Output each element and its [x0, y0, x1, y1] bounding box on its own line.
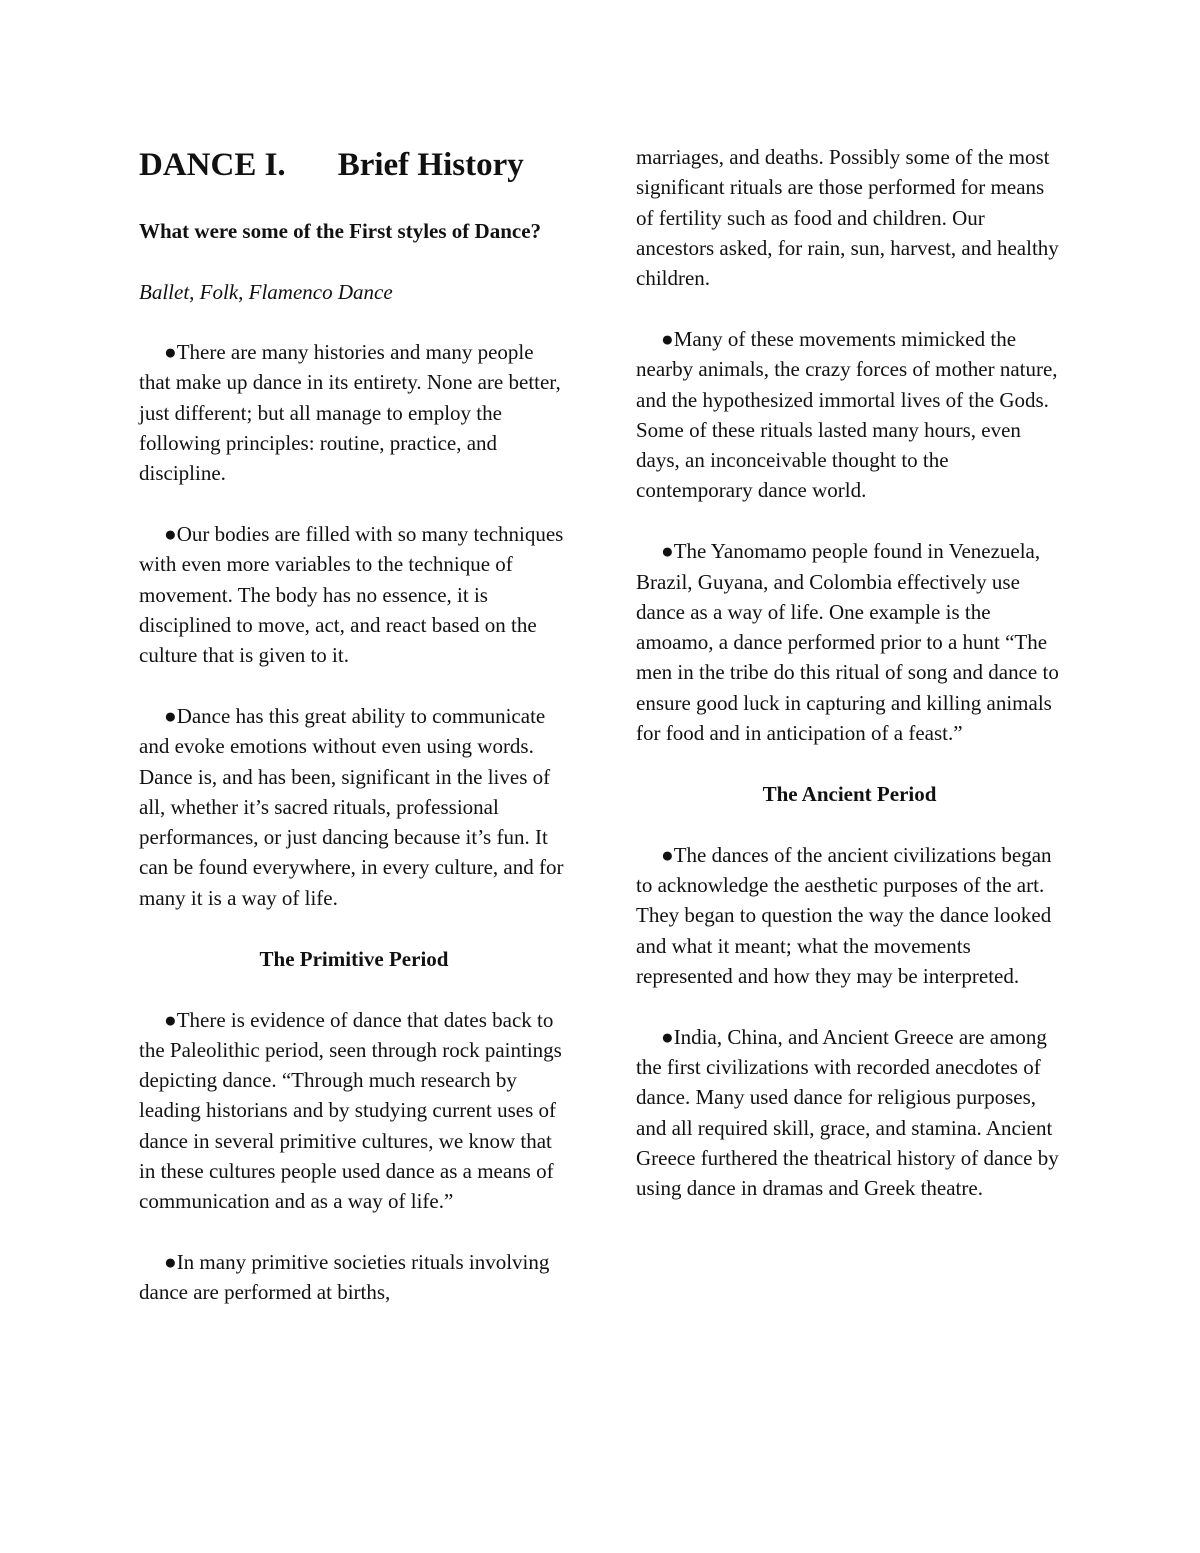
body-paragraph — [636, 536, 1066, 748]
bullet-icon: ● — [164, 1007, 177, 1032]
body-paragraph — [139, 701, 569, 913]
bullet-icon: ● — [164, 1250, 177, 1275]
body-paragraph — [636, 1022, 1066, 1204]
body-paragraph — [139, 337, 569, 488]
body-paragraph — [139, 1005, 569, 1217]
body-paragraph — [636, 324, 1066, 506]
body-paragraph — [139, 519, 569, 670]
bullet-icon: ● — [661, 326, 674, 351]
bullet-icon: ● — [164, 340, 177, 364]
intro-question: What were some of the First styles of Dance? — [139, 219, 542, 243]
paragraph-text: The dances of the ancient civilizations began to acknowledge the aesthetic purposes of the art. They began to question the way the dance looked and what it meant; what the movements represented and how they may be interpreted. — [636, 842, 1052, 989]
paragraph-text: Many of these movements mimicked the nearby animals, the crazy forces of mother nature, and the hypothesized immortal lives of the Gods. Some of these rituals lasted many hours, even days, an inconceivable thought to the contemporary dance world. — [636, 326, 1058, 503]
paragraph-text: India, China, and Ancient Greece are among the first civilizations with recorded anecdotes of dance. Many used dance for religious purposes, and all required skill, grace, and stamina. Ancient Greece furthered the theatrical history of dance by using dance in dramas and Greek theatre. — [636, 1024, 1059, 1201]
title-part-1: DANCE I. — [139, 147, 286, 183]
right-column — [636, 142, 1066, 1234]
title-part-2: Brief History — [337, 147, 524, 183]
section-heading-ancient: The Ancient Period — [762, 781, 937, 806]
continued-paragraph: marriages, and deaths. Possibly some of the most significant rituals are those performed for means of fertility such as food and children. Our ancestors asked, for rain, sun, harvest, and healthy children. — [636, 145, 1059, 291]
bullet-icon: ● — [661, 842, 674, 867]
paragraph-text: The Yanomamo people found in Venezuela, Brazil, Guyana, and Colombia effectively use dance as a way of life. One example is the amoamo, a dance performed prior to a hunt “The men in the tribe do this ritual of song and dance to ensure good luck in capturing and killing animals for food and in anticipation of a feast.” — [636, 539, 1059, 746]
bullet-icon: ● — [661, 539, 674, 564]
bullet-icon: ● — [661, 1024, 674, 1049]
paragraph-text: There is evidence of dance that dates back to the Paleolithic period, seen through rock paintings depicting dance. “Through much research by leading historians and by studying current uses of dance in several primitive cultures, we know that in these cultures people used dance as a means of communication and as a way of life.” — [139, 1007, 562, 1214]
paragraph-text: There are many histories and many people that make up dance in its entirety. None are better, just different; but all manage to employ the following principles: routine, practice, and discipline. — [139, 340, 561, 486]
left-column — [139, 140, 569, 1338]
paragraph-text: In many primitive societies rituals involving dance are performed at births, — [139, 1250, 550, 1305]
section-heading-primitive: The Primitive Period — [259, 946, 449, 971]
bullet-icon: ● — [164, 521, 177, 546]
dance-styles: Ballet, Folk, Flamenco Dance — [139, 279, 393, 304]
body-paragraph — [636, 840, 1066, 991]
body-paragraph — [139, 1247, 569, 1308]
paragraph-text: Dance has this great ability to communicate and evoke emotions without even using words. Dance is, and has been, significant in the lives of all, whether it’s sacred rituals, professional performances, or just dancing because it’s fun. It can be found everywhere, in every culture, and for many it is a way of life. — [139, 703, 564, 910]
paragraph-text: Our bodies are filled with so many techniques with even more variables to the technique of movement. The body has no essence, it is disciplined to move, act, and react based on the culture that is given to it. — [139, 521, 564, 668]
bullet-icon: ● — [164, 703, 177, 728]
document-title — [139, 140, 569, 190]
